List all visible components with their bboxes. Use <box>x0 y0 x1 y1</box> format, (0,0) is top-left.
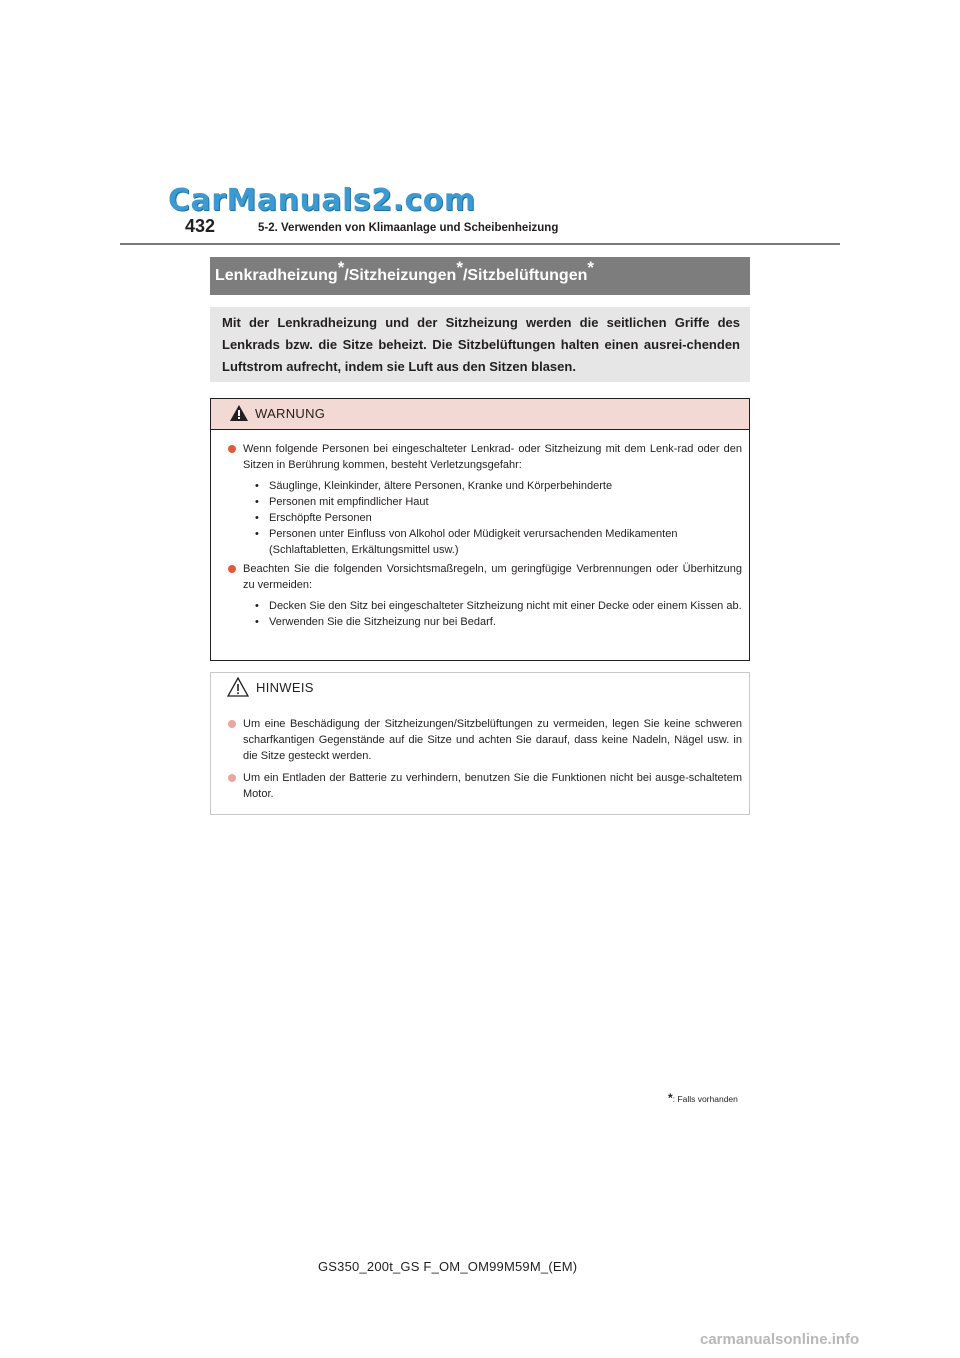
notes-item-text: Um ein Entladen der Batterie zu verhindern, benutzen Sie die Funktionen nicht bei ausge-schaltetem Motor. <box>243 772 742 800</box>
bullet-dot <box>228 720 236 728</box>
warning-header <box>211 399 749 430</box>
section-heading <box>210 257 750 295</box>
bullet-dot <box>228 445 236 453</box>
intro-text: Mit der Lenkradheizung und der Sitzheizung werden die seitlichen Griffe des Lenkrads bzw. die Sitze beheizt. Die Sitzbelüftungen halten einen ausrei-chenden Luftstrom aufrecht, indem sie Luft aus den Sitzen blasen. <box>222 315 740 374</box>
watermark-footer: carmanualsonline.info <box>700 1331 860 1348</box>
watermark-logo: CarManuals2.com <box>168 183 476 218</box>
notes-label: HINWEIS <box>256 680 314 695</box>
footnote-text: : Falls vorhanden <box>672 1094 738 1104</box>
warning-item-text: Wenn folgende Personen bei eingeschalteter Lenkrad- oder Sitzheizung mit dem Lenk-rad oder den Sitzen in Berührung kommen, besteht Verletzungsgefahr: <box>243 443 742 471</box>
bullet-dot <box>228 565 236 573</box>
list-item: • Verwenden Sie die Sitzheizung nur bei Bedarf. <box>253 614 743 630</box>
intro-box <box>210 307 750 382</box>
warning-sublist <box>253 478 743 558</box>
notes-item <box>228 716 742 764</box>
caution-triangle-icon <box>227 677 249 702</box>
chapter-title: 5-2. Verwenden von Klimaanlage und Scheibenheizung <box>258 222 559 234</box>
warning-box <box>210 398 750 661</box>
notes-item-text: Um eine Beschädigung der Sitzheizungen/Sitzbelüftungen zu vermeiden, legen Sie keine schweren scharfkantigen Gegenstände auf die Sitze und achten Sie darauf, dass keine Nadeln, Nägel usw. in die Sitze gesteckt werden. <box>243 718 742 762</box>
section-title-part2: /Sitzheizungen <box>344 267 457 284</box>
notes-header <box>211 673 749 703</box>
notes-item <box>228 770 742 802</box>
header-divider <box>120 243 840 245</box>
footnote-star: * <box>668 1091 673 1105</box>
asterisk-mark: * <box>337 258 345 277</box>
warning-item-text: Beachten Sie die folgenden Vorsichtsmaßregeln, um geringfügige Verbrennungen oder Überhitzung zu vermeiden: <box>243 563 742 591</box>
warning-triangle-icon <box>230 405 248 426</box>
bullet-dot <box>228 774 236 782</box>
list-item: • Personen mit empfindlicher Haut <box>253 494 743 510</box>
notes-box <box>210 672 750 815</box>
warning-item <box>228 561 742 593</box>
warning-item <box>228 441 742 473</box>
list-item: • Säuglinge, Kleinkinder, ältere Personen, Kranke und Körperbehinderte <box>253 478 743 494</box>
asterisk-mark: * <box>456 258 463 277</box>
document-code: GS350_200t_GS F_OM_OM99M59M_(EM) <box>318 1259 578 1274</box>
section-title-part3: /Sitzbelüftungen <box>462 267 588 284</box>
list-item: • Erschöpfte Personen <box>253 510 743 526</box>
list-item: • Decken Sie den Sitz bei eingeschalteter Sitzheizung nicht mit einer Decke oder einem Kissen ab. <box>253 598 743 614</box>
section-title-part1: Lenkradheizung <box>215 267 338 284</box>
warning-sublist <box>253 598 743 630</box>
warning-label: WARNUNG <box>255 406 326 421</box>
list-item: • Personen unter Einfluss von Alkohol oder Müdigkeit verursachenden Medikamenten (Schlaftabletten, Erkältungsmittel usw.) <box>253 526 743 558</box>
footnote <box>668 1091 738 1105</box>
page-number: 432 <box>185 216 216 236</box>
asterisk-mark: * <box>587 258 594 277</box>
